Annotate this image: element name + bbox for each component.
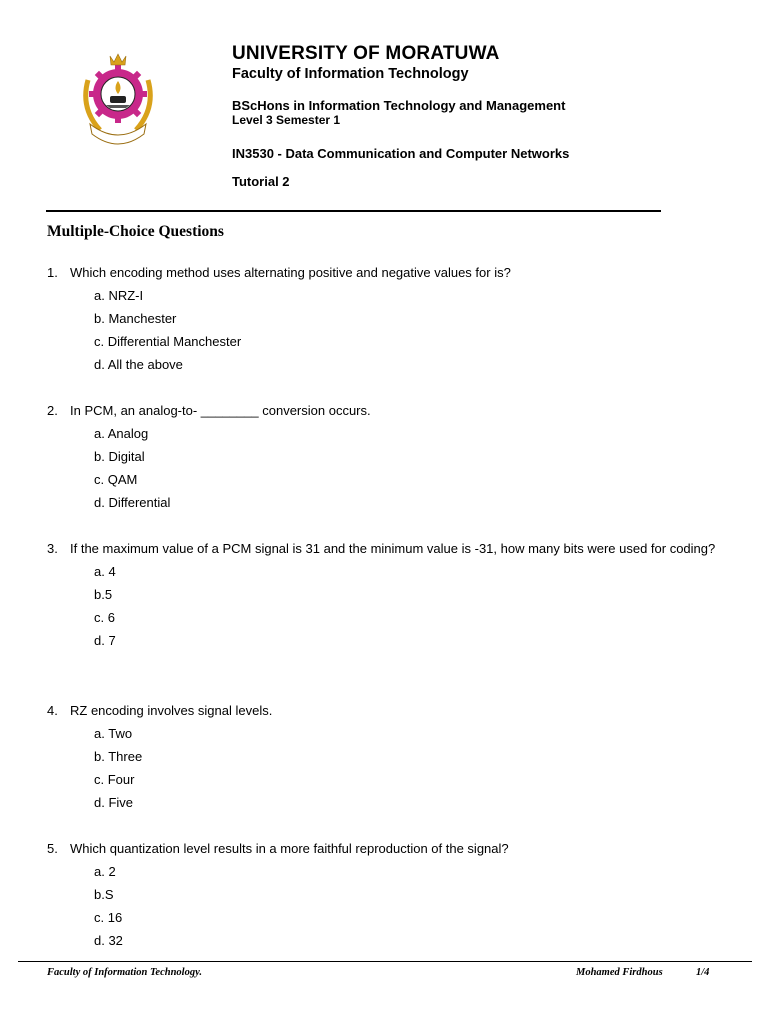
answer-option: a. 4 bbox=[94, 564, 116, 579]
footer-page-number: 1/4 bbox=[696, 967, 710, 978]
question-number: 1. bbox=[47, 265, 58, 280]
course-title: IN3530 - Data Communication and Computer Networks bbox=[232, 146, 570, 161]
degree-program: BScHons in Information Technology and Management bbox=[232, 98, 566, 113]
answer-option: d. Differential bbox=[94, 495, 171, 510]
question-number: 2. bbox=[47, 403, 58, 418]
answer-option: b.5 bbox=[94, 587, 113, 602]
answer-option: b. Digital bbox=[94, 449, 145, 464]
header-divider bbox=[46, 210, 661, 212]
answer-option: a. NRZ-I bbox=[94, 288, 144, 303]
question-2 bbox=[47, 399, 730, 514]
answer-option: c. Four bbox=[94, 772, 135, 787]
question-number: 3. bbox=[47, 541, 58, 556]
university-name: UNIVERSITY OF MORATUWA bbox=[232, 43, 500, 64]
footer-faculty: Faculty of Information Technology. bbox=[47, 967, 202, 978]
answer-option: c. Differential Manchester bbox=[94, 334, 242, 349]
faculty-name: Faculty of Information Technology bbox=[232, 66, 469, 82]
question-number: 5. bbox=[47, 841, 58, 856]
question-text: If the maximum value of a PCM signal is 31 and the minimum value is -31, how many bits were used for coding? bbox=[70, 541, 716, 556]
footer-divider bbox=[18, 961, 752, 962]
section-title: Multiple-Choice Questions bbox=[47, 223, 224, 240]
question-text: RZ encoding involves signal levels. bbox=[70, 703, 273, 718]
answer-option: b. Manchester bbox=[94, 311, 177, 326]
question-text: In PCM, an analog-to- ________ conversion occurs. bbox=[70, 403, 371, 418]
answer-option: d. 32 bbox=[94, 933, 123, 948]
question-text: Which quantization level results in a more faithful reproduction of the signal? bbox=[70, 841, 509, 856]
question-3 bbox=[47, 537, 730, 652]
tutorial-title: Tutorial 2 bbox=[232, 174, 290, 189]
answer-option: a. Analog bbox=[94, 426, 149, 441]
level-semester: Level 3 Semester 1 bbox=[232, 113, 341, 127]
answer-option: a. 2 bbox=[94, 864, 116, 879]
answer-option: c. QAM bbox=[94, 472, 138, 487]
answer-option: c. 6 bbox=[94, 610, 115, 625]
answer-option: a. Two bbox=[94, 726, 133, 741]
footer-author: Mohamed Firdhous bbox=[576, 967, 663, 978]
answer-option: c. 16 bbox=[94, 910, 123, 925]
answer-option: d. Five bbox=[94, 795, 134, 810]
answer-option: d. All the above bbox=[94, 357, 183, 372]
question-text: Which encoding method uses alternating positive and negative values for is? bbox=[70, 265, 511, 280]
question-5 bbox=[47, 837, 730, 952]
university-crest-logo bbox=[78, 50, 158, 146]
answer-option: d. 7 bbox=[94, 633, 116, 648]
answer-option: b. Three bbox=[94, 749, 143, 764]
question-number: 4. bbox=[47, 703, 58, 718]
question-4 bbox=[47, 699, 730, 814]
question-1 bbox=[47, 261, 730, 376]
answer-option: b.S bbox=[94, 887, 114, 902]
